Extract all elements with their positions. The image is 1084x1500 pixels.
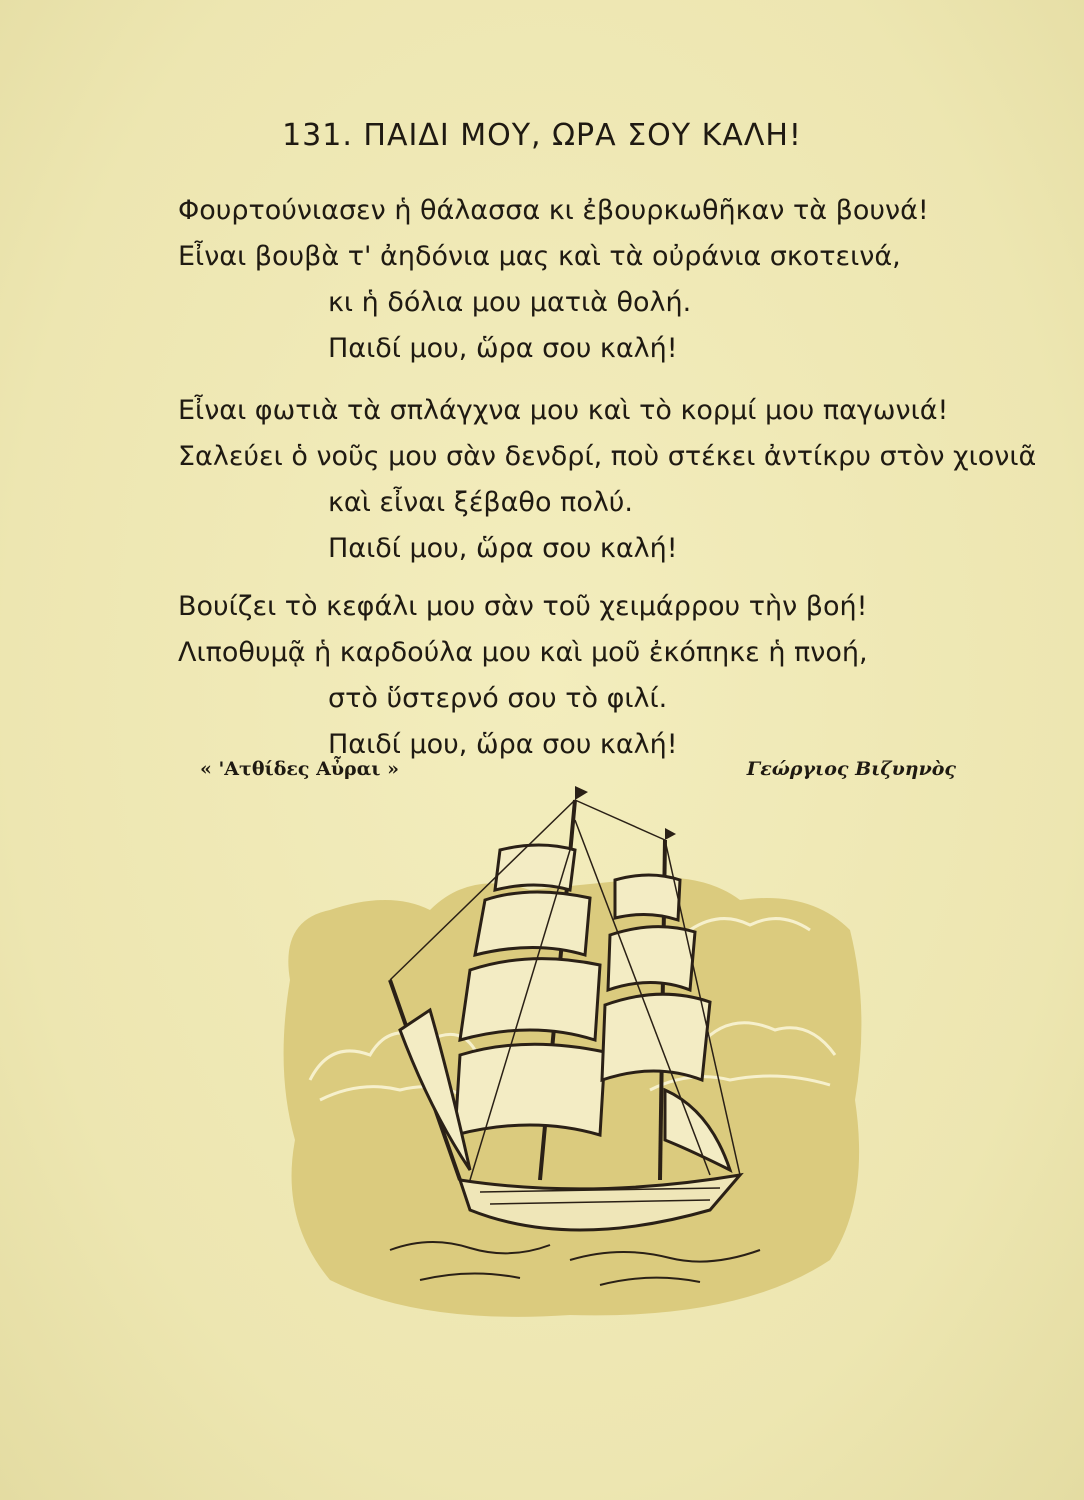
refrain-line: Παιδί μου, ὥρα σου καλή! bbox=[328, 533, 678, 564]
verse-line: Βουίζει τὸ κεφάλι μου σὰν τοῦ χειμάρρου τὴν βοή! bbox=[178, 591, 868, 622]
mast-flag bbox=[575, 786, 588, 800]
verse-line: στὸ ὕστερνό σου τὸ φιλί. bbox=[328, 683, 668, 714]
stanza-1 bbox=[178, 188, 1018, 372]
verse-line: Εἶναι φωτιὰ τὰ σπλάγχνα μου καὶ τὸ κορμί μου παγωνιά! bbox=[178, 395, 949, 426]
refrain-line: Παιδί μου, ὥρα σου καλή! bbox=[328, 333, 678, 364]
verse-line: καὶ εἶναι ξέβαθο πολύ. bbox=[328, 487, 634, 518]
poem-title: 131. ΠΑΙΔΙ ΜΟΥ, ΩΡΑ ΣΟΥ ΚΑΛΗ! bbox=[282, 118, 802, 153]
verse-line: Εἶναι βουβὰ τ' ἀηδόνια μας καὶ τὰ οὐράνια σκοτεινά, bbox=[178, 241, 901, 272]
stanza-3 bbox=[178, 584, 1018, 768]
mast-flag bbox=[665, 828, 676, 840]
verse-line: Φουρτούνιασεν ἡ θάλασσα κι ἐβουρκωθῆκαν τὰ βουνά! bbox=[178, 195, 929, 226]
refrain-line: Παιδί μου, ὥρα σου καλή! bbox=[328, 729, 678, 760]
author-name: Γεώργιος Βιζυηνὸς bbox=[746, 758, 956, 780]
source-citation: « 'Ατθίδες Αὖραι » bbox=[200, 758, 399, 780]
verse-line: Σαλεύει ὁ νοῦς μου σὰν δενδρί, ποὺ στέκει ἀντίκρυ στὸν χιονιᾶ bbox=[178, 441, 1037, 472]
stanza-2 bbox=[178, 388, 1037, 572]
verse-line: κι ἡ δόλια μου ματιὰ θολή. bbox=[328, 287, 692, 318]
verse-line: Λιποθυμᾷ ἡ καρδούλα μου καὶ μοῦ ἐκόπηκε ἡ πνοή, bbox=[178, 637, 868, 668]
sailing-ship-icon bbox=[270, 780, 870, 1340]
